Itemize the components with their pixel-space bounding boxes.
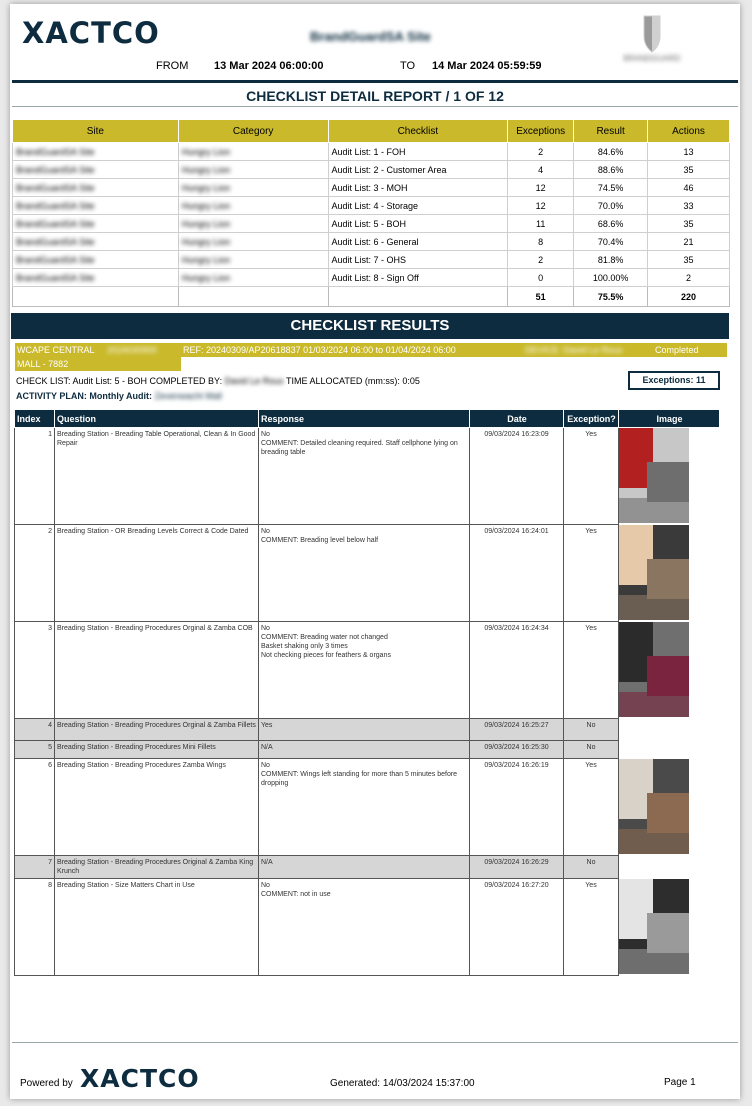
mall-label: MALL - 7882: [17, 359, 69, 369]
summary-checklist-cell: Audit List: 7 - OHS: [328, 251, 508, 269]
summary-actions-cell: 35: [648, 161, 730, 179]
result-image-cell: [619, 856, 720, 879]
result-question-cell: Breading Station - Breading Table Operational, Clean & In Good Repair: [55, 428, 259, 525]
result-index-cell: 2: [15, 525, 55, 622]
title-rule: [12, 106, 738, 107]
summary-actions-cell: 21: [648, 233, 730, 251]
summary-site-cell: BrandGuardSA Site: [13, 197, 179, 215]
total-empty-cell: [13, 287, 179, 307]
audit-photo[interactable]: [619, 622, 689, 717]
table-row: [15, 719, 720, 741]
result-date-cell: 09/03/2024 16:26:19: [470, 759, 564, 856]
result-date-cell: 09/03/2024 16:25:27: [470, 719, 564, 741]
summary-exceptions-cell: 11: [508, 215, 574, 233]
result-question-cell: Breading Station - Breading Procedures Original & Zamba King Krunch: [55, 856, 259, 879]
result-exception-cell: Yes: [564, 622, 619, 719]
column-header: Question: [55, 410, 259, 428]
brandguard-logo: [622, 14, 682, 64]
result-index-cell: 5: [15, 741, 55, 759]
summary-actions-cell: 2: [648, 269, 730, 287]
to-value: 14 Mar 2024 05:59:59: [432, 60, 542, 72]
summary-site-cell: BrandGuardSA Site: [13, 215, 179, 233]
summary-actions-cell: 33: [648, 197, 730, 215]
summary-category-cell: Hungry Lion: [178, 233, 328, 251]
result-image-cell: [619, 622, 720, 719]
summary-result-cell: 70.4%: [574, 233, 648, 251]
page-number: Page 1: [664, 1077, 696, 1088]
site-title: BrandGuardSA Site: [310, 29, 431, 44]
summary-exceptions-cell: 2: [508, 251, 574, 269]
from-value: 13 Mar 2024 06:00:00: [214, 60, 324, 72]
column-header: Response: [259, 410, 470, 428]
summary-actions-cell: 35: [648, 215, 730, 233]
summary-row: [13, 215, 730, 233]
summary-total-row: [13, 287, 730, 307]
result-exception-cell: No: [564, 741, 619, 759]
column-header: Checklist: [328, 120, 508, 143]
summary-checklist-cell: Audit List: 3 - MOH: [328, 179, 508, 197]
summary-result-cell: 68.6%: [574, 215, 648, 233]
result-date-cell: 09/03/2024 16:24:34: [470, 622, 564, 719]
result-image-cell: [619, 428, 720, 525]
summary-checklist-cell: Audit List: 5 - BOH: [328, 215, 508, 233]
column-header: Image: [619, 410, 720, 428]
table-row: [15, 879, 720, 976]
activity-plan-prefix: ACTIVITY PLAN: Monthly Audit:: [16, 391, 152, 401]
summary-checklist-cell: Audit List: 4 - Storage: [328, 197, 508, 215]
result-exception-cell: Yes: [564, 879, 619, 976]
result-exception-cell: No: [564, 856, 619, 879]
audit-photo[interactable]: [619, 428, 689, 523]
info-bar: [15, 343, 727, 357]
result-question-cell: Breading Station - Breading Procedures Mini Fillets: [55, 741, 259, 759]
summary-site-cell: BrandGuardSA Site: [13, 161, 179, 179]
from-label: FROM: [156, 60, 189, 72]
summary-checklist-cell: Audit List: 8 - Sign Off: [328, 269, 508, 287]
summary-actions-cell: 13: [648, 143, 730, 161]
results-header-row: [15, 410, 720, 428]
summary-result-cell: 88.6%: [574, 161, 648, 179]
result-exception-cell: No: [564, 719, 619, 741]
activity-plan: [16, 391, 222, 401]
result-response-cell: Yes: [259, 719, 470, 741]
summary-actions-cell: 46: [648, 179, 730, 197]
generated-timestamp: Generated: 14/03/2024 15:37:00: [330, 1078, 475, 1089]
result-image-cell: [619, 719, 720, 741]
checklist-line: [16, 376, 420, 386]
summary-site-cell: BrandGuardSA Site: [13, 143, 179, 161]
table-row: [15, 428, 720, 525]
summary-category-cell: Hungry Lion: [178, 269, 328, 287]
table-row: [15, 622, 720, 719]
exceptions-box: Exceptions: 11: [628, 371, 720, 390]
result-date-cell: 09/03/2024 16:24:01: [470, 525, 564, 622]
summary-row: [13, 269, 730, 287]
result-response-cell: No COMMENT: Breading water not changed Basket shaking only 3 times Not checking pieces for feathers & organs: [259, 622, 470, 719]
result-question-cell: Breading Station - Breading Procedures Zamba Wings: [55, 759, 259, 856]
result-image-cell: [619, 525, 720, 622]
summary-checklist-cell: Audit List: 2 - Customer Area: [328, 161, 508, 179]
status-text: Completed: [655, 345, 699, 355]
result-index-cell: 4: [15, 719, 55, 741]
result-question-cell: Breading Station - Breading Procedures Orginal & Zamba Fillets: [55, 719, 259, 741]
result-response-cell: No COMMENT: Breading level below half: [259, 525, 470, 622]
activity-plan-name: Zevenwacht Mall: [154, 391, 223, 401]
summary-result-cell: 81.8%: [574, 251, 648, 269]
summary-result-cell: 74.5%: [574, 179, 648, 197]
summary-row: [13, 161, 730, 179]
region-label: WCAPE CENTRAL: [17, 345, 95, 355]
summary-row: [13, 251, 730, 269]
region-code: 2024030900: [107, 345, 158, 355]
brandguard-logo-text: BRANDGUARD: [623, 54, 681, 63]
column-header: Category: [178, 120, 328, 143]
audit-photo[interactable]: [619, 759, 689, 854]
result-index-cell: 1: [15, 428, 55, 525]
summary-site-cell: BrandGuardSA Site: [13, 269, 179, 287]
table-row: [15, 759, 720, 856]
summary-row: [13, 143, 730, 161]
summary-actions-cell: 35: [648, 251, 730, 269]
column-header: Index: [15, 410, 55, 428]
summary-category-cell: Hungry Lion: [178, 251, 328, 269]
checklist-results-banner: CHECKLIST RESULTS: [11, 313, 729, 339]
summary-category-cell: Hungry Lion: [178, 215, 328, 233]
header-rule: [12, 80, 738, 83]
summary-site-cell: BrandGuardSA Site: [13, 179, 179, 197]
result-response-cell: No COMMENT: Wings left standing for more than 5 minutes before dropping: [259, 759, 470, 856]
result-response-cell: No COMMENT: Detailed cleaning required. Staff cellphone lying on breading table: [259, 428, 470, 525]
result-exception-cell: Yes: [564, 759, 619, 856]
result-question-cell: Breading Station - Size Matters Chart in Use: [55, 879, 259, 976]
result-image-cell: [619, 741, 720, 759]
summary-table: [12, 119, 730, 307]
summary-row: [13, 197, 730, 215]
summary-result-cell: 84.6%: [574, 143, 648, 161]
result-response-cell: No COMMENT: not in use: [259, 879, 470, 976]
summary-category-cell: Hungry Lion: [178, 179, 328, 197]
info-bar-mall: [15, 357, 181, 371]
result-date-cell: 09/03/2024 16:25:30: [470, 741, 564, 759]
total-empty-cell: [328, 287, 508, 307]
table-row: [15, 741, 720, 759]
column-header: Date: [470, 410, 564, 428]
table-row: [15, 856, 720, 879]
summary-row: [13, 179, 730, 197]
summary-row: [13, 233, 730, 251]
result-question-cell: Breading Station - OR Breading Levels Correct & Code Dated: [55, 525, 259, 622]
report-title: CHECKLIST DETAIL REPORT / 1 OF 12: [246, 88, 504, 104]
summary-exceptions-cell: 4: [508, 161, 574, 179]
result-date-cell: 09/03/2024 16:27:20: [470, 879, 564, 976]
result-index-cell: 3: [15, 622, 55, 719]
summary-checklist-cell: Audit List: 6 - General: [328, 233, 508, 251]
result-date-cell: 09/03/2024 16:26:29: [470, 856, 564, 879]
column-header: Exceptions: [508, 120, 574, 143]
result-question-cell: Breading Station - Breading Procedures Orginal & Zamba COB: [55, 622, 259, 719]
result-exception-cell: Yes: [564, 525, 619, 622]
total-result-cell: 75.5%: [574, 287, 648, 307]
xactco-logo: XACTCO: [22, 16, 160, 50]
footer-rule: [12, 1042, 738, 1043]
report-page: [10, 4, 740, 1099]
checklist-prefix: CHECK LIST: Audit List: 5 - BOH COMPLETED BY:: [16, 376, 223, 386]
result-index-cell: 6: [15, 759, 55, 856]
column-header: Exception?: [564, 410, 619, 428]
summary-header-row: [13, 120, 730, 143]
audit-photo[interactable]: [619, 525, 689, 620]
result-image-cell: [619, 879, 720, 976]
column-header: Result: [574, 120, 648, 143]
total-actions-cell: 220: [648, 287, 730, 307]
result-image-cell: [619, 759, 720, 856]
result-index-cell: 7: [15, 856, 55, 879]
result-response-cell: N/A: [259, 856, 470, 879]
total-exceptions-cell: 51: [508, 287, 574, 307]
audit-photo[interactable]: [619, 879, 689, 974]
summary-checklist-cell: Audit List: 1 - FOH: [328, 143, 508, 161]
table-row: [15, 525, 720, 622]
result-response-cell: N/A: [259, 741, 470, 759]
result-exception-cell: Yes: [564, 428, 619, 525]
column-header: Site: [13, 120, 179, 143]
device-text: DEVICE: David Le Roux: [525, 345, 623, 355]
summary-exceptions-cell: 12: [508, 197, 574, 215]
summary-exceptions-cell: 2: [508, 143, 574, 161]
ref-text: REF: 20240309/AP20618837 01/03/2024 06:00 to 01/04/2024 06:00: [183, 345, 456, 355]
footer-xactco-logo: XACTCO: [80, 1064, 200, 1093]
summary-exceptions-cell: 0: [508, 269, 574, 287]
summary-category-cell: Hungry Lion: [178, 143, 328, 161]
result-index-cell: 8: [15, 879, 55, 976]
summary-site-cell: BrandGuardSA Site: [13, 233, 179, 251]
completed-by: David Le Roux: [224, 376, 284, 386]
time-allocated: TIME ALLOCATED (mm:ss): 0:05: [285, 376, 420, 386]
results-table: [14, 409, 720, 976]
to-label: TO: [400, 60, 416, 72]
summary-exceptions-cell: 12: [508, 179, 574, 197]
summary-category-cell: Hungry Lion: [178, 197, 328, 215]
powered-by-label: Powered by: [20, 1078, 73, 1089]
summary-exceptions-cell: 8: [508, 233, 574, 251]
summary-result-cell: 100.00%: [574, 269, 648, 287]
column-header: Actions: [648, 120, 730, 143]
summary-category-cell: Hungry Lion: [178, 161, 328, 179]
summary-result-cell: 70.0%: [574, 197, 648, 215]
result-date-cell: 09/03/2024 16:23:09: [470, 428, 564, 525]
total-empty-cell: [178, 287, 328, 307]
summary-site-cell: BrandGuardSA Site: [13, 251, 179, 269]
